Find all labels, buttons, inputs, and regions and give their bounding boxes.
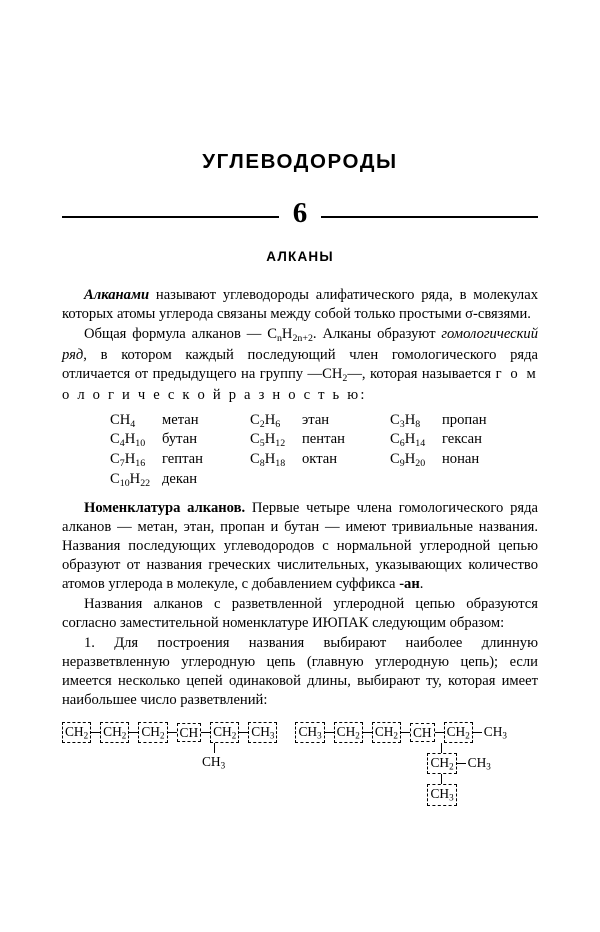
cell-name: гептан: [162, 450, 203, 467]
atom-ch2: [62, 722, 91, 743]
atom-label: CH: [298, 723, 318, 739]
atom-sub: 2: [449, 761, 454, 772]
gf-spaced-term: г о м о л о г и ч е с к о й р а з н о с т ь ю: [62, 365, 538, 403]
bond-line: [239, 732, 248, 733]
formula-sub-h: 12: [275, 438, 286, 450]
gf-a: Общая формула алканов — С: [84, 325, 277, 342]
bond-line: [473, 732, 482, 733]
chapter-subtitle: АЛКАНЫ: [266, 249, 334, 264]
structure-left-main-chain: [62, 722, 277, 743]
formula-sub: 9: [399, 457, 405, 469]
structure-left-branch: [200, 743, 277, 772]
chapter-number: 6: [292, 197, 308, 229]
atom-sub: 2: [231, 730, 237, 741]
structure-left: [62, 722, 277, 772]
paragraph-definition-rest: называют углеводороды алифатического ряда, в молекулах которых атомы углерода связаны между собой только простыми σ-связями.: [62, 287, 538, 322]
atom-sub: 2: [83, 730, 89, 741]
formula-text: С: [250, 450, 260, 467]
atom-label: CH: [483, 723, 503, 739]
formula-sub: 3: [399, 418, 405, 430]
suffix-an: -ан: [399, 576, 420, 593]
atom-label: CH: [202, 754, 221, 770]
cell-name: нонан: [442, 450, 480, 467]
cell-name: октан: [302, 450, 338, 467]
formula-sub: 10: [119, 477, 130, 489]
atom-ch3-branch: [200, 753, 227, 772]
formula-text-h: Н: [129, 470, 141, 487]
bond-vertical: [441, 774, 442, 784]
cell-formula: [250, 412, 302, 432]
atom-ch3: [482, 723, 509, 742]
formula-text: С: [110, 470, 120, 487]
atom-label: CH: [446, 723, 466, 739]
formula-text: С: [390, 450, 400, 467]
atom-sub: 2: [465, 730, 470, 741]
branch-row: [427, 753, 508, 774]
gf-b: . Алканы образуют: [312, 325, 442, 342]
structure-right: [295, 722, 508, 806]
structure-right-main-chain: [295, 722, 508, 743]
atom-sub: 2: [393, 730, 398, 741]
table-row: [110, 431, 530, 451]
cell-formula: [390, 431, 442, 451]
atom-ch3-branch: [466, 754, 493, 773]
atom-label: CH: [336, 723, 356, 739]
chapter-number-rule: [62, 197, 538, 231]
homolog-table: [62, 412, 538, 491]
cell-name: декан: [162, 470, 198, 487]
atom-label: CH: [251, 723, 270, 739]
paragraph-nomenclature: [62, 499, 538, 594]
bond-line: [168, 732, 177, 733]
gf-h: Н: [281, 325, 293, 342]
formula-sub-h: 22: [140, 477, 151, 489]
formula-sub-h: 14: [415, 438, 426, 450]
formula-sub: 5: [259, 438, 265, 450]
formula-sub: 8: [259, 457, 265, 469]
cell-formula: [110, 451, 162, 471]
gf-sub-2n2: 2n+2: [292, 332, 313, 344]
atom-ch2: [100, 722, 129, 743]
formula-text-h: Н: [404, 450, 416, 467]
cell-formula: [250, 451, 302, 471]
atom-sub: 2: [159, 730, 165, 741]
atom-label: CH: [430, 755, 450, 771]
atom-ch: [177, 723, 202, 742]
formula-text: С: [250, 431, 260, 448]
atom-ch3: [248, 722, 277, 743]
cell-formula: [110, 431, 162, 451]
formula-sub: 7: [119, 457, 125, 469]
formula-text: С: [390, 411, 400, 428]
atom-ch2: [444, 722, 473, 743]
formula-sub-h: 10: [135, 438, 146, 450]
formula-sub: 2: [259, 418, 265, 430]
atom-label: CH: [430, 786, 450, 802]
formula-sub: 4: [119, 438, 125, 450]
formula-text-h: Н: [124, 450, 136, 467]
table-row: [110, 471, 530, 491]
bond-vertical: [441, 743, 442, 753]
atom-sub: 3: [269, 730, 275, 741]
atom-label: CH: [412, 724, 432, 740]
bond-line: [363, 732, 372, 733]
atom-ch: [410, 723, 435, 742]
formula-text-h: Н: [264, 411, 276, 428]
formula-sub-h: 8: [415, 418, 421, 430]
paragraph-general-formula: [62, 325, 538, 405]
gf-sub-n: n: [276, 332, 282, 344]
branch-row: [427, 784, 508, 805]
bond-line: [91, 732, 100, 733]
cell-name: этан: [302, 411, 330, 428]
formula-sub: 6: [399, 438, 405, 450]
formula-text: С: [250, 411, 260, 428]
nomenclature-end: .: [419, 576, 424, 593]
gf-sub-2: 2: [342, 372, 348, 384]
term-alkanes: Алканами: [84, 287, 150, 303]
gf-d: —, которая называется: [347, 365, 496, 382]
formula-text: СН: [110, 411, 131, 428]
formula-sub-h: 6: [275, 418, 281, 430]
structure-diagrams: [62, 722, 538, 806]
formula-text-h: Н: [404, 411, 416, 428]
cell-formula: [110, 471, 162, 491]
atom-sub: 3: [317, 730, 322, 741]
formula-text: С: [110, 431, 120, 448]
rule-right: [321, 216, 538, 218]
formula-text: С: [110, 450, 120, 467]
atom-sub: 3: [486, 761, 491, 772]
gf-italic-series: гомологический ряд: [62, 325, 538, 363]
formula-text-h: Н: [264, 431, 276, 448]
formula-sub-h: 20: [415, 457, 426, 469]
atom-ch2: [334, 722, 363, 743]
bond-line: [457, 763, 466, 764]
atom-sub: 3: [220, 760, 226, 771]
bond-line: [201, 732, 210, 733]
bond-line: [401, 732, 410, 733]
atom-sub: 2: [121, 730, 127, 741]
formula-sub: 4: [130, 418, 136, 430]
bond-line: [129, 732, 138, 733]
page-title: УГЛЕВОДОРОДЫ: [202, 150, 398, 173]
cell-formula: [110, 412, 162, 432]
structure-right-branch-1: [427, 743, 508, 805]
formula-text: С: [390, 431, 400, 448]
cell-name: пентан: [302, 431, 345, 448]
paragraph-definition: [62, 286, 538, 324]
cell-formula: [390, 451, 442, 471]
cell-name: гексан: [442, 431, 482, 448]
gf-e: :: [360, 386, 365, 403]
formula-text-h: Н: [264, 450, 276, 467]
cell-name: метан: [162, 411, 199, 428]
atom-label: CH: [467, 755, 487, 771]
atom-label: CH: [179, 724, 199, 740]
formula-sub-h: 18: [275, 457, 286, 469]
heading-nomenclature: Номенклатура алканов.: [84, 500, 246, 517]
atom-label: CH: [103, 723, 122, 739]
atom-label: CH: [141, 723, 160, 739]
atom-sub: 3: [449, 793, 454, 804]
paragraph-rule-1: 1. Для построения названия выбирают наиболее длинную неразветвленную углеродную цепь (главную углеродную цепь); если имеется несколько цепей одинаковой длины, выбирают ту, которая имеет наибольшее число разветвлений:: [62, 635, 538, 708]
cell-formula: [390, 412, 442, 432]
formula-sub-h: 16: [135, 457, 146, 469]
cell-formula: [250, 431, 302, 451]
atom-sub: 2: [355, 730, 360, 741]
gf-c: , в котором каждый последующий член гомологического ряда отличается от предыдущего на группу —СН: [62, 346, 538, 382]
nomenclature-rest: Первые четыре члена гомологического ряда алканов — метан, этан, пропан и бутан — имеют тривиальные названия. Названия последующих углеводородов с нормальной углеродной цепью образуют от названия греческих числительных, указывающих количество атомов углерода в молекуле, с добавлением суффикса: [62, 500, 539, 593]
atom-label: CH: [65, 723, 84, 739]
table-row: [110, 412, 530, 432]
rule-left: [62, 216, 279, 218]
cell-name: бутан: [162, 431, 198, 448]
paragraph-iupac: Названия алканов с разветвленной углеродной цепью образуются согласно заместительной номенклатуре ИЮПАК следующим образом:: [62, 596, 538, 632]
atom-label: CH: [374, 723, 394, 739]
formula-text-h: Н: [404, 431, 416, 448]
atom-ch3: [295, 722, 324, 743]
atom-ch3-branch: [427, 784, 456, 805]
atom-ch2-branch: [427, 753, 456, 774]
atom-ch2: [210, 722, 239, 743]
bond-vertical: [214, 743, 215, 753]
table-row: [110, 451, 530, 471]
bond-line: [435, 732, 444, 733]
cell-name: пропан: [442, 411, 487, 428]
atom-label: CH: [213, 723, 232, 739]
atom-sub: 3: [502, 730, 507, 741]
bond-line: [325, 732, 334, 733]
formula-text-h: Н: [124, 431, 136, 448]
atom-ch2: [372, 722, 401, 743]
atom-ch2: [138, 722, 167, 743]
